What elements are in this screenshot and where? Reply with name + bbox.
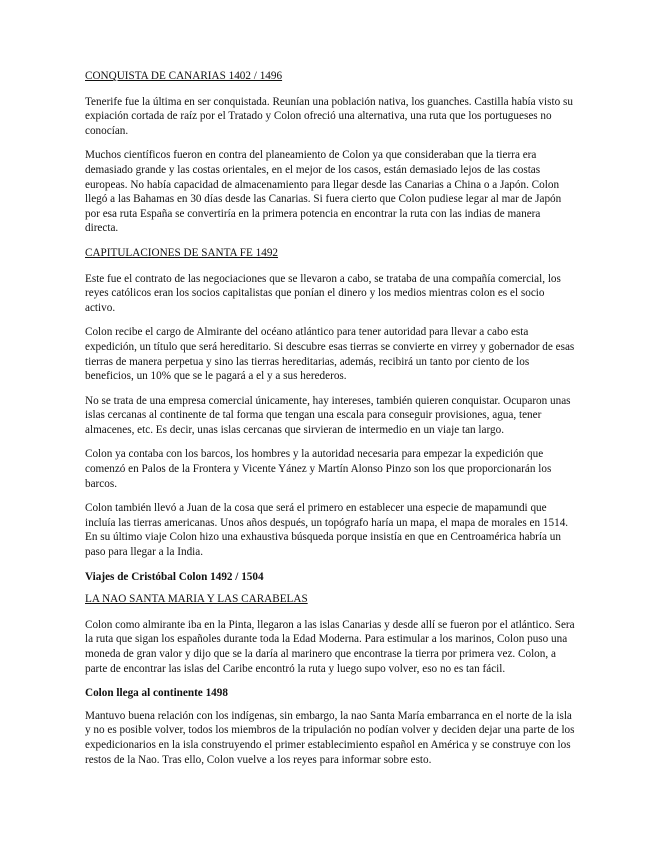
section-heading-conquista-canarias: CONQUISTA DE CANARIAS 1402 / 1496 bbox=[85, 70, 283, 82]
paragraph-tenerife: Tenerife fue la última en ser conquistada. Reunían una población nativa, los guanches. Castilla había visto su expiación cortada de raíz por el Tratado y Colon ofreció una alternativa, una ruta que los portugueses no conocían. bbox=[85, 95, 573, 137]
paragraph-empresa-comercial: No se trata de una empresa comercial únicamente, hay intereses, también quieren conquistar. Ocuparon unas islas cercanas al continente de tal forma que tengan una escala para conseguir provisiones, agua, tener almacenes, etc. Es decir, unas islas cercanas que sirvieran de intermedio en un viaje tan largo. bbox=[85, 394, 571, 436]
paragraph-almirante: Colon recibe el cargo de Almirante del océano atlántico para tener autoridad para llevar a cabo esta expedición, un título que será hereditario. Si descubre esas tierras se convierte en virrey y gobernador de esas tierras de manera perpetua y sino las tierras hereditarias, además, recibirá un tanto por ciento de los beneficios, un 10% que se le pagará a el y a sus herederos. bbox=[85, 326, 575, 383]
paragraph-indigenas: Mantuvo buena relación con los indígenas, sin embargo, la nao Santa María embarranca en el norte de la isla y no es posible volver, todos los miembros de la tripulación no podían volver y deciden dejar una parte de los expedicionarios en la isla construyendo el primer establecimiento español en América y se construye con los restos de la Nao. Tras ello, Colon vuelve a los reyes para informar sobre esto. bbox=[85, 709, 575, 766]
paragraph-barcos: Colon ya contaba con los barcos, los hombres y la autoridad necesaria para empezar la expedición que comenzó en Palos de la Frontera y Vicente Yánez y Martín Alonso Pinzo son los que proporcionarán los barcos. bbox=[85, 448, 552, 490]
paragraph-pinta: Colon como almirante iba en la Pinta, llegaron a las islas Canarias y desde allí se fueron por el atlántico. Sera la ruta que sigan los españoles durante toda la Edad Moderna. Para estimular a los marinos, Colon puso una moneda de gran valor y dijo que se la daría al marinero que encontrase la tierra por primera vez. Colon, a parte de encontrar las islas del Caribe encontró la ruta y luego supo volver, eso no es tan fácil. bbox=[85, 618, 575, 675]
section-heading-viajes-colon: Viajes de Cristóbal Colon 1492 / 1504 bbox=[85, 570, 264, 583]
paragraph-cientificos: Muchos científicos fueron en contra del planeamiento de Colon ya que consideraban que la tierra era demasiado grande y las costas orientales, en el mejor de los casos, están demasiado lejos de las costas europeas. No había capacidad de almacenamiento para llegar desde las Canarias a China o a Japón. Colon llegó a las Bahamas en 30 días desde las Canarias. Si fuera cierto que Colon pudiese legar al mar de Japón por esa ruta España se convertiría en la primera potencia en encontrar la ruta con las indias de manera directa. bbox=[85, 149, 562, 235]
section-heading-capitulaciones: CAPITULACIONES DE SANTA FE 1492 bbox=[85, 246, 279, 259]
section-heading-nao-santa-maria: LA NAO SANTA MARIA Y LAS CARABELAS bbox=[85, 593, 308, 606]
document-body bbox=[85, 69, 575, 777]
section-heading-colon-continente: Colon llega al continente 1498 bbox=[85, 687, 228, 700]
paragraph-juan-de-la-cosa: Colon también llevó a Juan de la cosa que será el primero en establecer una especie de mapamundi que incluía las tierras americanas. Unos años después, un topógrafo haría un mapa, el mapa de morales en 1514. En su último viaje Colon hizo una exhaustiva búsqueda porque insistía en que en Centroamérica habría un paso para llegar a la India. bbox=[85, 502, 569, 559]
paragraph-contrato: Este fue el contrato de las negociaciones que se llevaron a cabo, se trataba de una compañía comercial, los reyes católicos eran los socios capitalistas que ponían el dinero y los medios mientras colon es el socio activo. bbox=[85, 272, 561, 314]
